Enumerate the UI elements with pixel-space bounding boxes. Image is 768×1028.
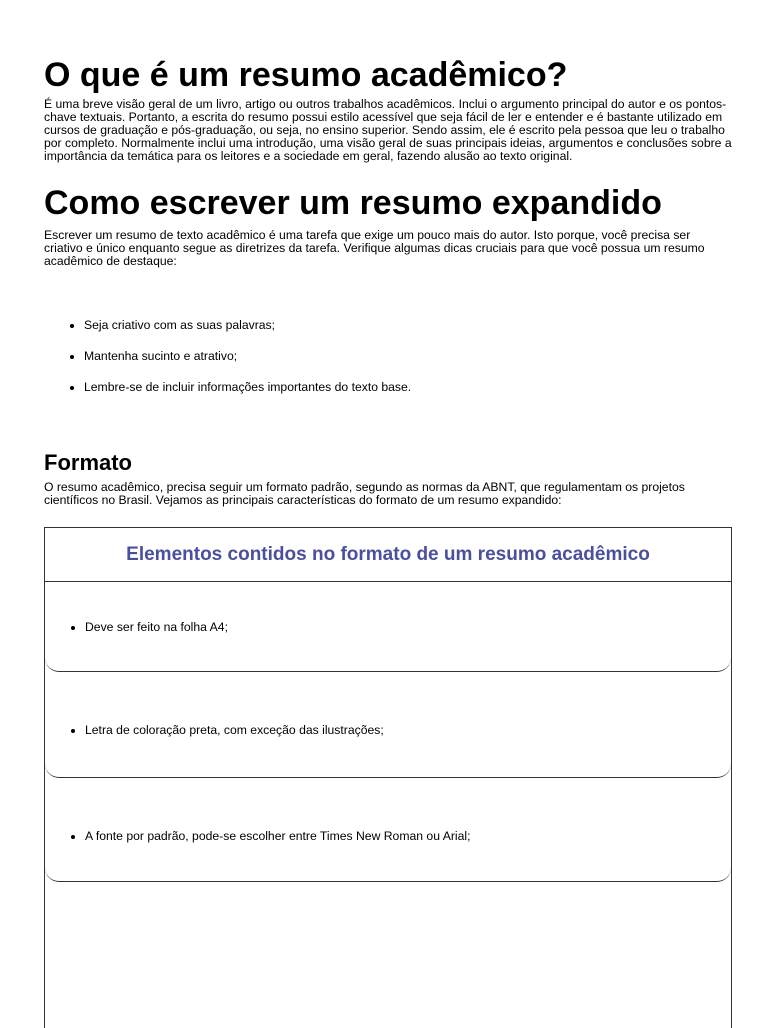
section-paragraph-what-is: É uma breve visão geral de um livro, artigo ou outros trabalhos acadêmicos. Inclui o argumento principal do autor e os pontos-chave textuais. Portanto, a escrita do resumo possui estilo acessível que seja fácil de ler e entender e é bastante utilizado em cursos de graduação e pós-graduação, ou seja, no ensino superior. Sendo assim, ele é escrito pela pessoa que leu o trabalho por completo. Normalmente inclui uma introdução, uma visão geral de suas principais ideias, argumentos e conclusões sobre a importância da temática para os leitores e a sociedade em geral, fazendo alusão ao texto original. bbox=[44, 97, 732, 163]
table-row-list bbox=[45, 723, 384, 737]
section-title-format: Formato bbox=[44, 450, 132, 475]
table-row-list bbox=[45, 620, 228, 634]
list-item: • Deve ser feito na folha A4; bbox=[85, 620, 228, 634]
list-item: • A fonte por padrão, pode-se escolher entre Times New Roman ou Arial; bbox=[85, 829, 470, 843]
table-row bbox=[45, 791, 731, 882]
list-item: • Lembre-se de incluir informações importantes do texto base. bbox=[84, 380, 411, 394]
list-item: • Seja criativo com as suas palavras; bbox=[84, 318, 411, 332]
table-row bbox=[45, 582, 731, 672]
tips-list bbox=[44, 318, 411, 411]
format-table bbox=[44, 527, 732, 1028]
table-row bbox=[45, 686, 731, 778]
section-title-how-to-write: Como escrever um resumo expandido bbox=[44, 184, 662, 222]
table-header-text: Elementos contidos no formato de um resumo acadêmico bbox=[126, 543, 650, 565]
section-title-what-is: O que é um resumo acadêmico? bbox=[44, 56, 568, 94]
list-item: • Mantenha sucinto e atrativo; bbox=[84, 349, 411, 363]
table-header bbox=[45, 528, 731, 582]
section-paragraph-how-to-write: Escrever um resumo de texto acadêmico é uma tarefa que exige um pouco mais do autor. Isto porque, você precisa ser criativo e único enquanto segue as diretrizes da tarefa. Verifique algumas dicas cruciais para que você possua um resumo acadêmico de destaque: bbox=[44, 228, 705, 268]
table-row-list bbox=[45, 829, 470, 843]
list-item: • Letra de coloração preta, com exceção das ilustrações; bbox=[85, 723, 384, 737]
section-paragraph-format: O resumo acadêmico, precisa seguir um formato padrão, segundo as normas da ABNT, que regulamentam os projetos científicos no Brasil. Vejamos as principais características do formato de um resumo expandido: bbox=[44, 480, 685, 507]
